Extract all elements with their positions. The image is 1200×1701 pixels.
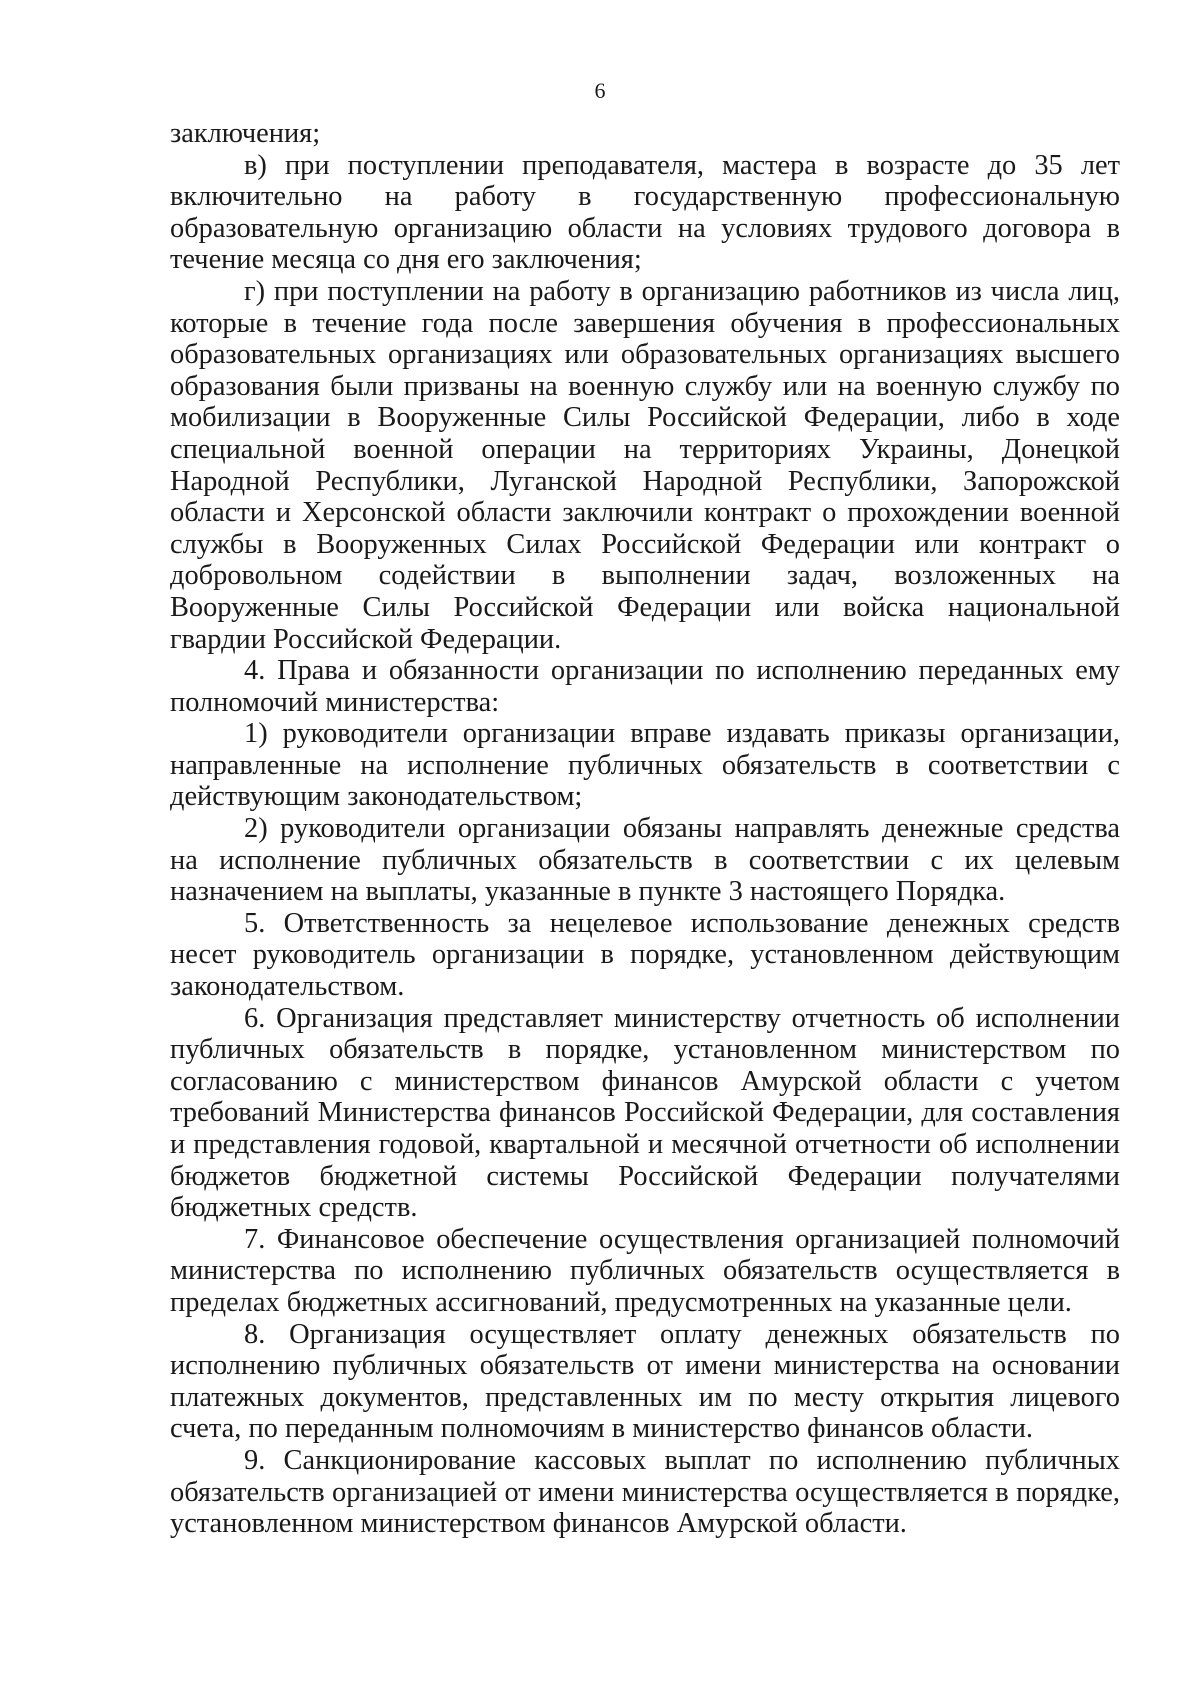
paragraph-section-4: 4. Права и обязанности организации по исполнению переданных ему полномочий министерства:	[170, 655, 1120, 718]
paragraph-section-8: 8. Организация осуществляет оплату денежных обязательств по исполнению публичных обязательств от имени министерства на основании платежных документов, представленных им по месту открытия лицевого счета, по переданным полномочиям в министерство финансов области.	[170, 1318, 1120, 1445]
paragraph-continuation: заключения;	[170, 118, 321, 149]
paragraph-section-9: 9. Санкционирование кассовых выплат по исполнению публичных обязательств организацией от имени министерства осуществляется в порядке, установленном министерством финансов Амурской области.	[170, 1444, 1120, 1540]
page-number: 6	[594, 78, 606, 103]
document-body	[170, 118, 1120, 1540]
paragraph-section-7: 7. Финансовое обеспечение осуществления организацией полномочий министерства по исполнению публичных обязательств осуществляется в пределах бюджетных ассигнований, предусмотренных на указанные цели.	[170, 1223, 1120, 1318]
paragraph-section-5: 5. Ответственность за нецелевое использование денежных средств несет руководитель организации в порядке, установленном действующим законодательством.	[170, 907, 1120, 1003]
paragraph-item-v: в) при поступлении преподавателя, мастера в возрасте до 35 лет включительно на работу в государственную профессиональную образовательную организацию области на условиях трудового договора в течение месяца со дня его заключения;	[170, 149, 1120, 276]
paragraph-item-4-2: 2) руководители организации обязаны направлять денежные средства на исполнение публичных обязательств в соответствии с их целевым назначением на выплаты, указанные в пункте 3 настоящего Порядка.	[170, 813, 1120, 908]
paragraph-section-6: 6. Организация представляет министерству отчетность об исполнении публичных обязательств в порядке, установленном министерством по согласованию с министерством финансов Амурской области с учетом требований Министерства финансов Российской Федерации, для составления и представления годовой, квартальной и месячной отчетности об исполнении бюджетов бюджетной системы Российской Федерации получателями бюджетных средств.	[170, 1002, 1120, 1224]
paragraph-item-g: г) при поступлении на работу в организацию работников из числа лиц, которые в течение года после завершения обучения в профессиональных образовательных организациях или образовательных организациях высшего образования были призваны на военную службу или на военную службу по мобилизации в Вооруженные Силы Российской Федерации, либо в ходе специальной военной операции на территориях Украины, Донецкой Народной Республики, Луганской Народной Республики, Запорожской области и Херсонской области заключили контракт о прохождении военной службы в Вооруженных Силах Российской Федерации или контракт о добровольном содействии в выполнении задач, возложенных на Вооруженные Силы Российской Федерации или войска национальной гвардии Российской Федерации.	[170, 275, 1120, 655]
paragraph-item-4-1: 1) руководители организации вправе издавать приказы организации, направленные на исполнение публичных обязательств в соответствии с действующим законодательством;	[170, 718, 1120, 813]
